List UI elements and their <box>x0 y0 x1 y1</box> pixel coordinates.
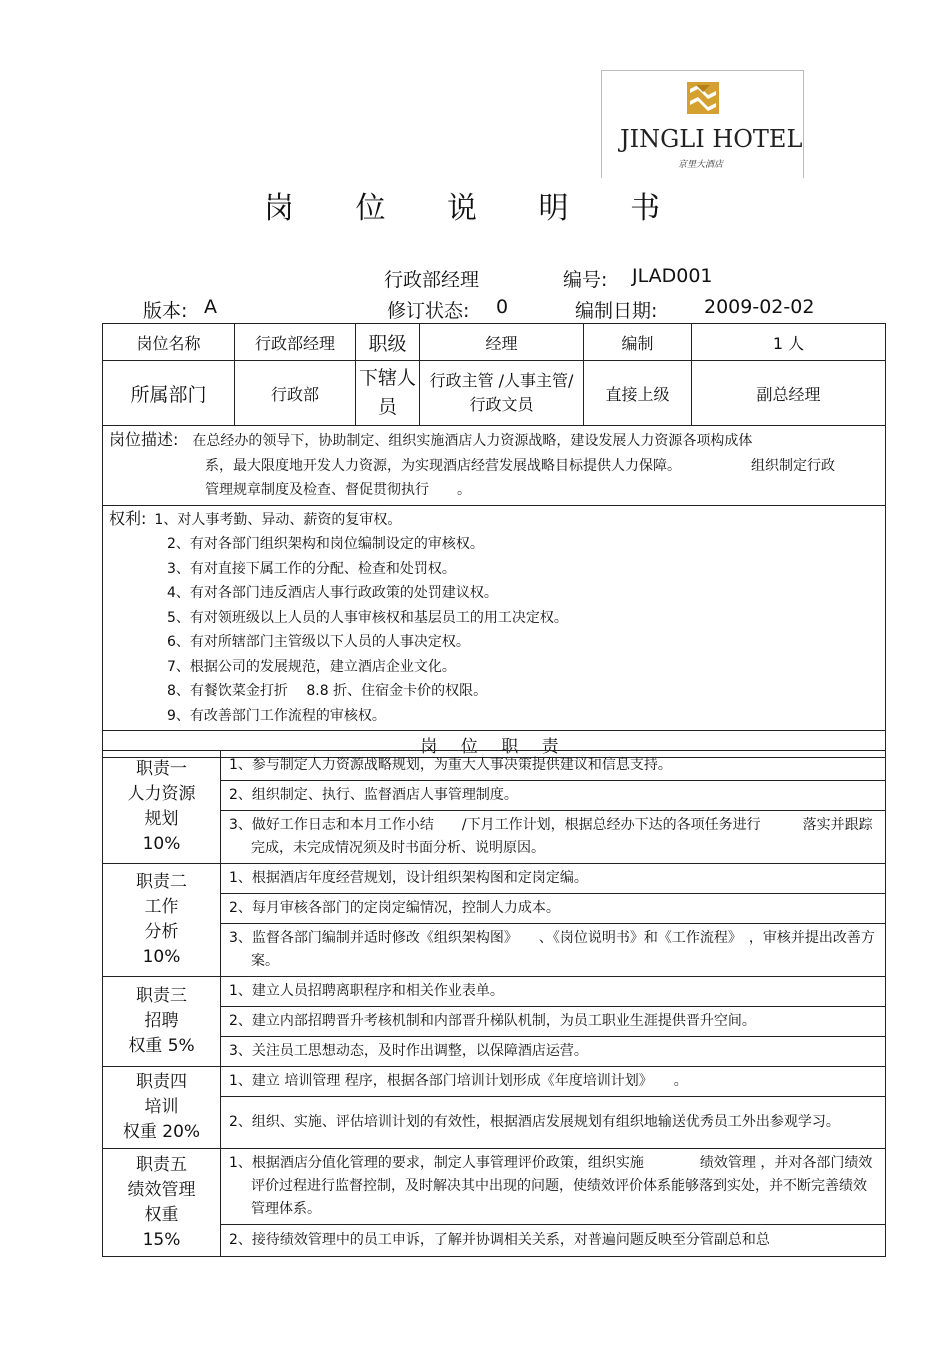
meta-version-label: 版本: <box>143 300 188 322</box>
duty-item: 2、组织制定、执行、监督酒店人事管理制度。 <box>221 781 886 811</box>
duty-item: 1、参与制定人力资源战略规划，为重大人事决策提供建议和信息支持。 <box>221 751 886 781</box>
rights-label: 权利: <box>109 508 147 528</box>
meta-version: A <box>204 296 217 318</box>
duty-item: 3、监督各部门编制并适时修改《组织架构图》 、《岗位说明书》和《工作流程》 ，审核并提出改善方案。 <box>221 924 886 977</box>
duties-heading: 岗 位 职 责 <box>103 731 886 758</box>
duty-item: 3、关注员工思想动态，及时作出调整，以保障酒店运营。 <box>221 1037 886 1067</box>
duty-row <box>103 864 886 894</box>
value-headcount: 1 人 <box>692 324 886 361</box>
label-department: 所属部门 <box>103 361 235 426</box>
rights-item: 6、有对所辖部门主管级以下人员的人事决定权。 <box>167 634 470 650</box>
header-row-1 <box>103 324 886 361</box>
hotel-name: JINGLI HOTEL <box>620 125 803 153</box>
rights-item: 5、有对领班级以上人员的人事审核权和基层员工的用工决定权。 <box>167 609 568 626</box>
duty-item: 1、根据酒店年度经营规划，设计组织架构图和定岗定编。 <box>221 864 886 894</box>
duty-item: 2、每月审核各部门的定岗定编情况，控制人力成本。 <box>221 894 886 924</box>
job-header-table <box>102 323 886 758</box>
hotel-emblem-icon <box>686 81 720 115</box>
meta-date: 2009-02-02 <box>704 296 815 318</box>
description-line-2: 系，最大限度地开发人力资源，为实现酒店经营发展战略目标提供人力保障。 <box>205 457 681 474</box>
meta-code-label: 编号: <box>563 269 608 291</box>
duty-item: 2、接待绩效管理中的员工申诉，了解并协调相关关系，对普遍问题反映至分管副总和总 <box>221 1225 886 1257</box>
duty-row <box>103 751 886 781</box>
value-position-name: 行政部经理 <box>235 324 356 361</box>
label-grade: 职级 <box>356 324 420 361</box>
duty-label-3: 职责三 招聘 权重 5% <box>103 977 221 1067</box>
value-subordinates: 行政主管 /人事主管/行政文员 <box>420 361 584 426</box>
duty-row <box>103 811 886 864</box>
description-label: 岗位描述: <box>109 430 179 449</box>
rights-row <box>103 505 886 731</box>
rights-item: 1、对人事考勤、异动、薪资的复审权。 <box>154 511 402 528</box>
hotel-logo <box>601 70 804 178</box>
meta-revision-label: 修订状态: <box>387 300 470 322</box>
header-row-2 <box>103 361 886 426</box>
duty-row <box>103 1037 886 1067</box>
duty-item: 2、组织、实施、评估培训计划的有效性，根据酒店发展规划有组织地输送优秀员工外出参观学习。 <box>221 1097 886 1149</box>
description-line-1: 在总经办的领导下，协助制定、组织实施酒店人力资源战略，建设发展人力资源各项构成体 <box>192 433 753 449</box>
duty-row <box>103 1149 886 1225</box>
duty-row <box>103 894 886 924</box>
duty-row <box>103 1067 886 1097</box>
label-headcount: 编制 <box>584 324 692 361</box>
rights-item: 7、根据公司的发展规范，建立酒店企业文化。 <box>167 658 456 675</box>
document-title: 岗 位 说 明 书 <box>263 191 687 226</box>
duty-row <box>103 977 886 1007</box>
description-line-3: 管理规章制度及检查、督促贯彻执行 。 <box>205 482 471 498</box>
duties-table <box>102 750 886 1257</box>
duty-row <box>103 1097 886 1149</box>
value-grade: 经理 <box>420 324 584 361</box>
description-row <box>103 426 886 506</box>
label-position-name: 岗位名称 <box>103 324 235 361</box>
hotel-subname: 京里大酒店 <box>678 160 724 170</box>
rights-item: 2、有对各部门组织架构和岗位编制设定的审核权。 <box>167 536 484 552</box>
rights-item: 8、有餐饮菜金打折 8.8 折、住宿金卡价的权限。 <box>167 683 488 699</box>
meta-code: JLAD001 <box>632 265 713 287</box>
duty-label-2: 职责二 工作 分析 10% <box>103 864 221 977</box>
label-supervisor: 直接上级 <box>584 361 692 426</box>
label-subordinates: 下辖人员 <box>356 361 420 426</box>
duty-item: 2、建立内部招聘晋升考核机制和内部晋升梯队机制，为员工职业生涯提供晋升空间。 <box>221 1007 886 1037</box>
duty-label-5: 职责五 绩效管理 权重 15% <box>103 1149 221 1257</box>
value-department: 行政部 <box>235 361 356 426</box>
meta-revision: 0 <box>496 296 509 318</box>
duty-row <box>103 1225 886 1257</box>
duty-item: 1、建立人员招聘离职程序和相关作业表单。 <box>221 977 886 1007</box>
duty-item: 3、做好工作日志和本月工作小结 /下月工作计划，根据总经办下达的各项任务进行 落实并跟踪 完成，未完成情况须及时书面分析、说明原因。 <box>221 811 886 864</box>
duty-item: 1、建立 培训管理 程序，根据各部门培训计划形成《年度培训计划》 。 <box>221 1067 886 1097</box>
meta-date-label: 编制日期: <box>575 300 658 322</box>
duty-row <box>103 924 886 977</box>
duty-label-1: 职责一 人力资源 规划 10% <box>103 751 221 864</box>
rights-item: 3、有对直接下属工作的分配、检查和处罚权。 <box>167 560 456 577</box>
rights-item: 9、有改善部门工作流程的审核权。 <box>167 707 386 724</box>
duty-row <box>103 1007 886 1037</box>
rights-item: 4、有对各部门违反酒店人事行政政策的处罚建议权。 <box>167 585 498 601</box>
duty-row <box>103 781 886 811</box>
duty-item: 1、根据酒店分值化管理的要求，制定人事管理评价政策，组织实施 绩效管理 ，并对各部门绩效评价过程进行监督控制，及时解决其中出现的问题，使绩效评价体系能够落到实处，并不断完善绩效管理体系。 <box>221 1149 886 1225</box>
description-line-2b: 组织制定行政 <box>751 457 835 474</box>
meta-position: 行政部经理 <box>384 269 480 291</box>
duty-label-4: 职责四 培训 权重 20% <box>103 1067 221 1149</box>
value-supervisor: 副总经理 <box>692 361 886 426</box>
